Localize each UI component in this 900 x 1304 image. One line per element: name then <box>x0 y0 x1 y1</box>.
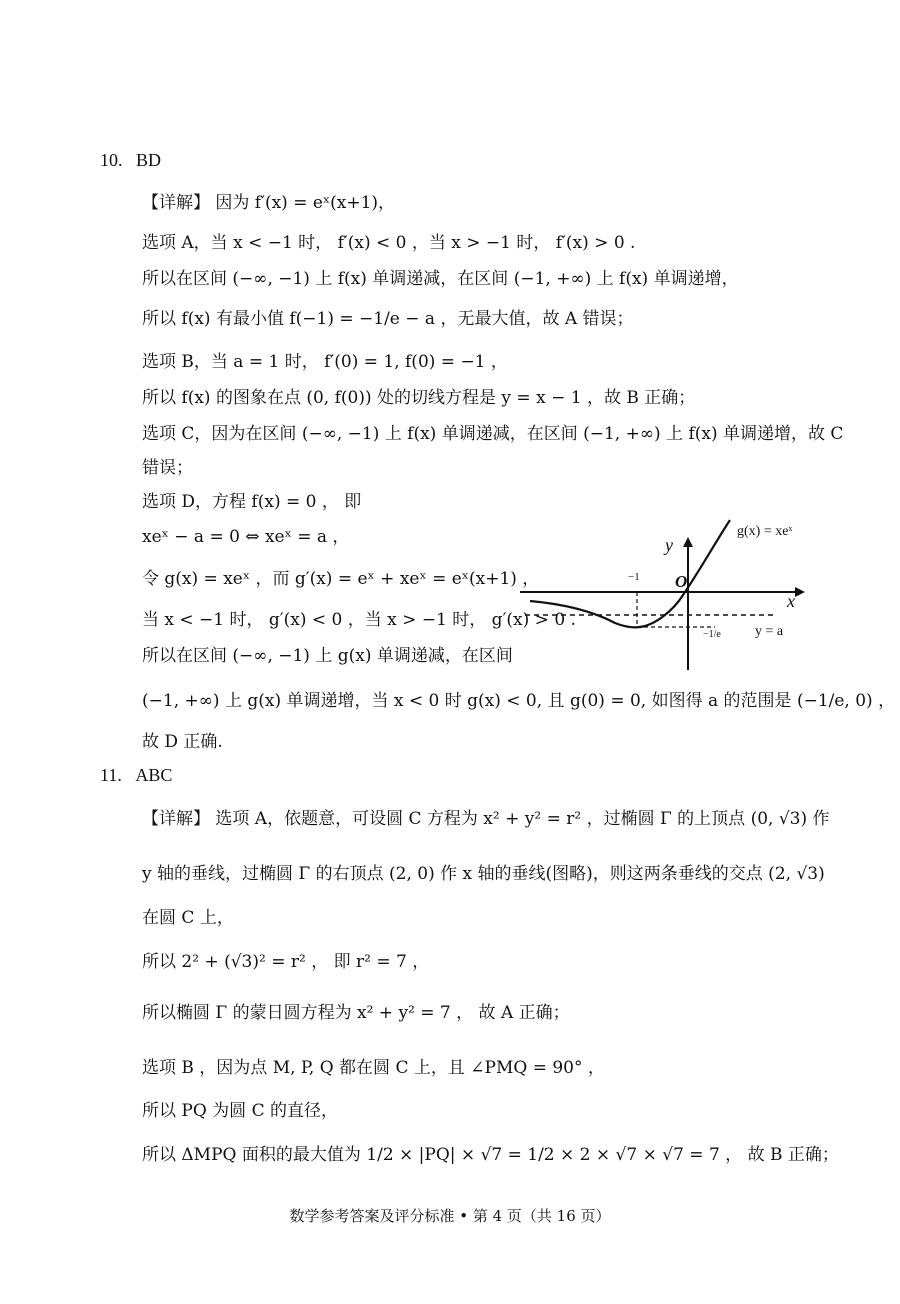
q10-line-12: 所以在区间 (−∞, −1) 上 g(x) 单调递减，在区间 <box>142 646 513 666</box>
q10-line-13: (−1, +∞) 上 g(x) 单调递增，当 x < 0 时 g(x) < 0, 且 g(0) = 0, 如图得 a 的范围是 (−1/e, 0) ， <box>142 691 896 711</box>
q10-line-0: 【详解】 因为 f′(x) = eˣ(x+1)， <box>142 193 396 213</box>
x-axis-label: x <box>787 591 795 611</box>
page-footer: 数学参考答案及评分标准 • 第 4 页（共 16 页） <box>289 1207 611 1225</box>
q10-number: 10. BD <box>100 150 162 170</box>
q10-line-14: 故 D 正确. <box>142 732 223 752</box>
tick-neg-inv-e: −1/e <box>703 629 721 640</box>
q11-line-7: 所以 ΔMPQ 面积的最大值为 1/2 × |PQ| × √7 = 1/2 × 2 × √7 × √7 = 7 ， 故 B 正确； <box>142 1145 839 1165</box>
x-axis-arrow <box>795 587 805 597</box>
g-function-graph <box>515 515 815 675</box>
q10-line-2: 所以在区间 (−∞, −1) 上 f(x) 单调递减，在区间 (−1, +∞) 上 f(x) 单调递增， <box>142 269 739 289</box>
q10-line-5: 所以 f(x) 的图象在点 (0, f(0)) 处的切线方程是 y = x − 1 ，故 B 正确； <box>142 388 696 408</box>
q10-line-8: 选项 D，方程 f(x) = 0 ， 即 <box>142 492 362 512</box>
q11-line-3: 所以 2² + (√3)² = r² ， 即 r² = 7 ， <box>142 952 430 972</box>
y-axis-label: y <box>665 535 673 555</box>
q10-line-7: 错误； <box>142 458 193 478</box>
q10-line-4: 选项 B，当 a = 1 时， f′(0) = 1, f(0) = −1 ， <box>142 352 508 372</box>
q11-line-6: 所以 PQ 为圆 C 的直径， <box>142 1101 338 1121</box>
origin-label: O <box>675 572 688 591</box>
y-axis-arrow <box>683 537 693 547</box>
q11-line-2: 在圆 C 上， <box>142 908 234 928</box>
q11-line-5: 选项 B ，因为点 M, P, Q 都在圆 C 上，且 ∠PMQ = 90° ， <box>142 1058 605 1078</box>
curve-label: g(x) = xeˣ <box>737 524 793 539</box>
q10-line-3: 所以 f(x) 有最小值 f(−1) = −1/e − a ，无最大值，故 A 错误； <box>142 309 634 329</box>
q10-line-11: 当 x < −1 时， g′(x) < 0 ，当 x > −1 时， g′(x) > 0 . <box>142 610 576 630</box>
q10-line-1: 选项 A，当 x < −1 时， f′(x) < 0 ，当 x > −1 时， f′(x) > 0 . <box>142 233 636 253</box>
tick-neg-1: −1 <box>628 571 640 583</box>
q10-line-10: 令 g(x) = xeˣ ，而 g′(x) = eˣ + xeˣ = eˣ(x+1) ， <box>142 569 540 589</box>
q10-line-9: xeˣ − a = 0 ⇔ xeˣ = a ， <box>142 527 350 547</box>
q11-line-4: 所以椭圆 Γ 的蒙日圆方程为 x² + y² = 7 ， 故 A 正确； <box>142 1003 570 1023</box>
line-label: y = a <box>755 624 784 639</box>
q11-line-0: 【详解】 选项 A，依题意，可设圆 C 方程为 x² + y² = r² ，过椭圆 Γ 的上顶点 (0, √3) 作 <box>142 809 830 829</box>
q11-line-1: y 轴的垂线，过椭圆 Γ 的右顶点 (2, 0) 作 x 轴的垂线(图略)，则这两条垂线的交点 (2, √3) <box>142 864 825 884</box>
q11-number: 11. ABC <box>100 765 173 785</box>
q10-line-6: 选项 C，因为在区间 (−∞, −1) 上 f(x) 单调递减，在区间 (−1, +∞) 上 f(x) 单调递增，故 C <box>142 424 844 444</box>
